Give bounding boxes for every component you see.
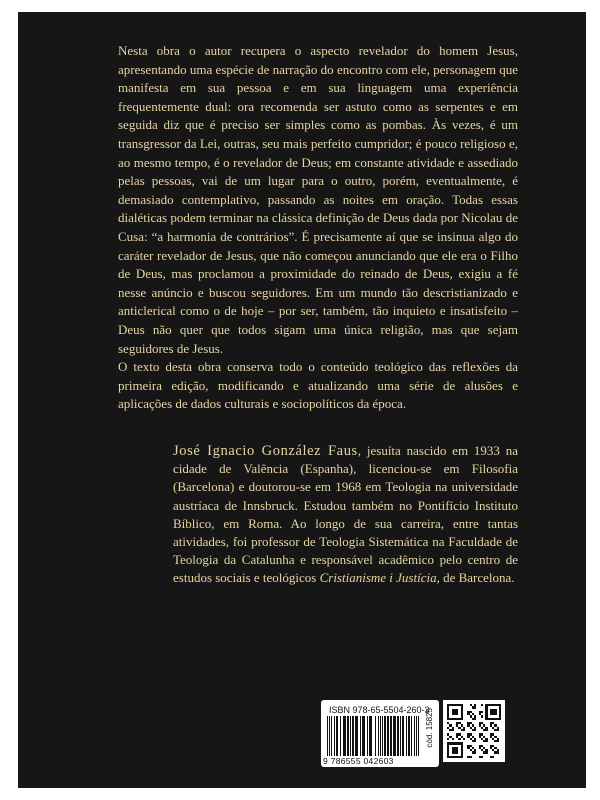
barcode-bar	[393, 716, 396, 756]
barcode-digits: 9 786555 042603	[323, 756, 394, 766]
barcode-bar	[402, 716, 404, 756]
barcode-bar	[369, 716, 372, 756]
qr-module	[463, 729, 465, 731]
synopsis-paragraph-2: O texto desta obra conserva todo o conteúdo teológico das reflexões da primeira edição, modificando e atualizando uma série de alusões e aplicações de dados culturais e sociopolíticos da época.	[118, 359, 518, 412]
qr-module	[463, 738, 465, 740]
author-bio-text: , jesuíta nascido em 1933 na cidade de Valência (Espanha), licenciou-se em Filosofia (Barcelona) e doutorou-se em 1968 em Teologia na universidade austríaca de Innsbruck. Estudou também no Pontifício Instituto Bíblico, em Roma. Ao longo de sua carreira, entre tantas atividades, foi professor de Teologia Sistemática na Faculdade de Teologia da Catalunha e responsável acadêmico pelo centro de estudos sociais e teológicos	[173, 443, 518, 586]
barcode-bar	[352, 716, 354, 756]
qr-module	[474, 740, 476, 742]
barcode-bar	[378, 716, 379, 756]
qr-code	[443, 700, 505, 762]
qr-module	[485, 751, 487, 753]
barcode-bar	[382, 716, 383, 756]
barcode-bar	[400, 716, 401, 756]
qr-module	[452, 738, 454, 740]
barcode-bar	[397, 716, 399, 756]
qr-module	[456, 713, 458, 715]
qr-module	[499, 718, 501, 720]
barcode-bar	[360, 716, 361, 756]
qr-module	[461, 756, 463, 758]
barcode-bar	[331, 716, 332, 756]
qr-module	[474, 751, 476, 753]
barcode-bar	[347, 716, 349, 756]
synopsis-paragraph-1: Nesta obra o autor recupera o aspecto revelador do homem Jesus, apresentando uma espécie de narração do encontro com ele, personagem que manifesta em sua pessoa e em sua linguagem uma experiência frequentemente dual: ora recomenda ser astuto como as serpentes e em seguida diz que é preciso ser simples como as pombas. Às vezes, é um transgressor da Lei, outras, seu mais perfeito cumpridor; é pouco religioso e, ao mesmo tempo, é o revelador de Deus; em constante atividade e assediado pelas pessoas, vai de um lugar para o outro, porém, eventualmente, é demasiado contemplativo, passando as noites em oração. Todas essas dialéticas podem terminar na clássica definição de Deus dada por Nicolau de Cusa: “a harmonia de contrários”. É precisamente aí que se insinua algo do caráter revelador de Jesus, que não começou anunciando que ele era o Filho de Deus, mas proclamou a proximidade do reinado de Deus, exigiu a fé nesse anúncio e buscou seguidores. Em um mundo tão descristianizado e anticlerical como o de hoje – por ser, também, tão inquieto e insatisfeito – Deus não quer que todos sigam uma única religião, mas que sejam seguidores de Jesus.	[118, 43, 518, 356]
qr-module	[481, 704, 483, 706]
qr-module	[461, 718, 463, 720]
barcode-bar	[350, 716, 351, 756]
qr-module	[497, 751, 499, 753]
qr-module	[470, 756, 472, 758]
barcode-bar	[414, 716, 415, 756]
barcode-bar	[408, 716, 410, 756]
barcode-bar	[390, 716, 392, 756]
qr-module	[456, 751, 458, 753]
book-back-cover	[18, 12, 586, 788]
barcode-bar	[418, 716, 419, 756]
barcode-bar	[380, 716, 381, 756]
author-name: José Ignacio González Faus	[173, 443, 358, 459]
qr-code-pattern	[447, 704, 501, 758]
barcode-bar	[327, 716, 328, 756]
barcode-bar	[367, 716, 368, 756]
qr-module	[458, 738, 460, 740]
product-code: cód. 15825	[425, 708, 434, 748]
barcode-bar	[340, 716, 341, 756]
barcode-bar	[375, 716, 376, 756]
qr-module	[481, 711, 483, 713]
synopsis	[118, 42, 518, 414]
barcode-bar	[329, 716, 330, 756]
barcode-bar	[384, 716, 386, 756]
qr-module	[474, 718, 476, 720]
barcode-bar	[334, 716, 335, 756]
barcode-bar	[416, 716, 417, 756]
isbn-barcode	[321, 700, 439, 767]
qr-module	[474, 706, 476, 708]
author-bio-text-end: , de Barcelona.	[436, 570, 515, 586]
barcode-bar	[336, 716, 338, 756]
barcode-bar	[406, 716, 407, 756]
author-bio	[173, 442, 518, 588]
qr-module	[485, 740, 487, 742]
barcode-bar	[343, 716, 346, 756]
qr-module	[447, 738, 449, 740]
qr-module	[497, 740, 499, 742]
qr-module	[474, 729, 476, 731]
barcode-bar	[355, 716, 358, 756]
qr-module	[492, 756, 494, 758]
barcode-bar	[362, 716, 365, 756]
qr-module	[494, 713, 496, 715]
barcode-bar	[387, 716, 389, 756]
qr-module	[497, 729, 499, 731]
barcode-bar	[411, 716, 412, 756]
qr-module	[481, 756, 483, 758]
qr-module	[452, 729, 454, 731]
isbn-label: ISBN 978-65-5504-260-3	[329, 705, 430, 715]
qr-module	[481, 715, 483, 717]
qr-module	[485, 729, 487, 731]
author-bio-work-title: Cristianisme i Justícia	[319, 570, 437, 586]
barcode-bars	[327, 716, 420, 756]
